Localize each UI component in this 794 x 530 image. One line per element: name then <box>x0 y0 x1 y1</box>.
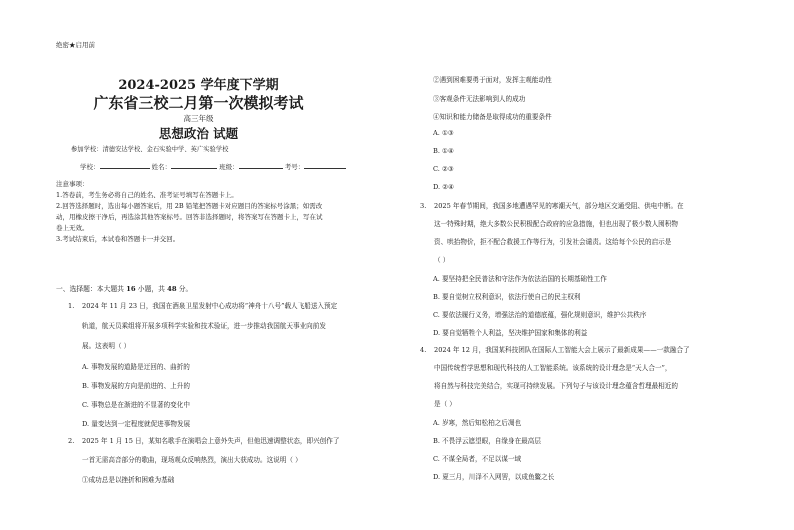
class-field-blank[interactable] <box>239 161 283 169</box>
section-heading <box>56 283 192 293</box>
option-a[interactable]: A. 要坚持把全民普法和守法作为依法治国的长期基础性工作 <box>433 275 607 283</box>
question-number: 3. <box>420 202 427 210</box>
school-field-blank[interactable] <box>100 161 150 169</box>
instruction-item: 卷上无效。 <box>56 224 89 233</box>
question-stem-line: 是（ ） <box>434 400 456 408</box>
option-b[interactable]: B. 不畏浮云遮望眼，自缘身在最高层 <box>433 437 541 445</box>
option-d[interactable]: D. 要自觉牺牲个人利益，坚决维护国家和集体的利益 <box>433 329 588 337</box>
question-stem-line: 一首无需高音部分的歌曲，现场观众反响热烈，演出大获成功。这说明（ ） <box>82 456 302 464</box>
question-number: 2. <box>68 437 75 445</box>
grade-label: 高三年级 <box>183 114 214 123</box>
question-stem-line: 2024 年 11 月 23 日，我国在酒泉卫星发射中心成功将“神舟十八号”载人飞船送入预定 <box>82 302 338 310</box>
name-field-blank[interactable] <box>171 161 217 169</box>
option-b[interactable]: B. ①④ <box>433 147 454 155</box>
exam-number-field-label: 考号： <box>284 163 305 171</box>
option-a[interactable]: A. ①③ <box>433 129 454 137</box>
subject-title: 思想政治 试题 <box>158 126 239 141</box>
section-label-prefix: 一、选择题：本大题共 <box>56 285 127 293</box>
option-a[interactable]: A. 岁寒，然后知松柏之后凋也 <box>433 419 522 427</box>
question-number: 1. <box>68 302 75 310</box>
question-3 <box>420 201 760 271</box>
option-c[interactable]: C. 要依法履行义务，增强法治的道德底蕴，强化规则意识，维护公共秩序 <box>433 311 647 319</box>
section-label-mid: 小题，共 <box>135 285 168 293</box>
question-2 <box>68 436 398 506</box>
instruction-item: 1.答卷前，考生务必将自己的姓名、准考证号填写在答题卡上。 <box>56 191 238 200</box>
question-stem-line: 2025 年 1 月 15 日，某知名歌手在演唱会上意外失声，但他迅速调整状态，即兴创作了 <box>82 437 340 445</box>
exam-title: 广东省三校二月第一次模拟考试 <box>93 94 304 112</box>
instruction-item: 2.回答选择题时，选出每小题答案后，用 2B 铅笔把答题卡对应题目的答案标号涂黑；如需改 <box>56 202 323 211</box>
option-c[interactable]: C. ②③ <box>433 165 454 173</box>
option-b[interactable]: B. 要自觉树立权利意识，依法行使自己的民主权利 <box>433 293 581 301</box>
statement-item: ④知识和能力储备是取得成功的重要条件 <box>433 113 552 121</box>
class-field-label: 班级： <box>219 163 239 171</box>
section-label-suffix: 分。 <box>176 285 193 293</box>
option-c[interactable]: C. 不谋全局者，不足以谋一域 <box>433 455 522 463</box>
exam-number-field-blank[interactable] <box>304 161 346 169</box>
question-4 <box>420 345 760 419</box>
question-stem-line: （ ） <box>434 256 450 264</box>
instruction-item: 3.考试结束后，本试卷和答题卡一并交回。 <box>56 235 180 244</box>
student-info-line <box>80 161 346 171</box>
question-stem-line: 2025 年春节期间，我国多地遭遇罕见的寒潮天气，部分地区交通受阻、供电中断。在 <box>434 202 684 210</box>
instructions-heading: 注意事项： <box>56 180 89 188</box>
participating-schools: 参加学校：清德安达学校、金石实验中学、英广实验学校 <box>71 146 229 153</box>
section-question-count: 16 <box>126 285 136 293</box>
option-b[interactable]: B. 事物发展的方向是前进的、上升的 <box>82 382 190 390</box>
question-number: 4. <box>420 346 427 354</box>
option-d[interactable]: D. 量变达到一定程度就促进事物发展 <box>82 420 191 428</box>
section-total-score: 48 <box>167 285 177 293</box>
option-d[interactable]: D. ②④ <box>433 183 455 191</box>
statement-item: ③客观条件无法影响到人的成功 <box>433 95 526 103</box>
school-field-label: 学校： <box>80 163 100 171</box>
question-stem-line: 将自然与科技完美结合，实现可持续发展。下列句子与该设计理念蕴含哲理最相近的 <box>434 382 678 390</box>
question-stem-line: 这一特殊时期，绝大多数公民积极配合政府的应急措施，但也出现了极少数人囤积物 <box>434 220 678 228</box>
question-stem-line: 2024 年 12 月，我国某科技团队在国际人工智能大会上展示了最新成果——一款融合了 <box>434 346 690 354</box>
question-stem-line: 展。这表明（ ） <box>82 342 131 350</box>
option-c[interactable]: C. 事物总是在渐进的不显著的变化中 <box>82 401 190 409</box>
statement-item: ②遇到困难要勇于面对，发挥主观能动性 <box>433 76 552 84</box>
statement-item: ①成功总是以挫折和困难为基础 <box>82 476 175 484</box>
name-field-label: 姓名： <box>151 163 172 171</box>
question-stem-line: 轨道，航天员乘组将开展多项科学实验和技术验证，进一步推动我国航天事业向前发 <box>82 322 326 330</box>
question-stem-line: 资、哄抬物价，拒不配合救援工作等行为，引发社会谴责。这给每个公民的启示是 <box>434 238 672 246</box>
exam-instructions <box>56 179 396 246</box>
question-stem-line: 中国传统哲学思想和现代科技的人工智能系统。该系统的设计理念是“天人合一”， <box>434 364 672 372</box>
option-d[interactable]: D. 夏三月，川泽不入网罟，以成鱼鳖之长 <box>433 473 555 481</box>
option-a[interactable]: A. 事物发展的道路是迂回的、曲折的 <box>82 363 190 371</box>
confidential-label: 绝密★启用前 <box>56 41 95 49</box>
instruction-item: 动，用橡皮擦干净后，再选涂其他答案标号。回答非选择题时，将答案写在答题卡上，写在试 <box>56 213 323 222</box>
exam-year-title: 2024-2025 学年度下学期 <box>118 78 279 93</box>
